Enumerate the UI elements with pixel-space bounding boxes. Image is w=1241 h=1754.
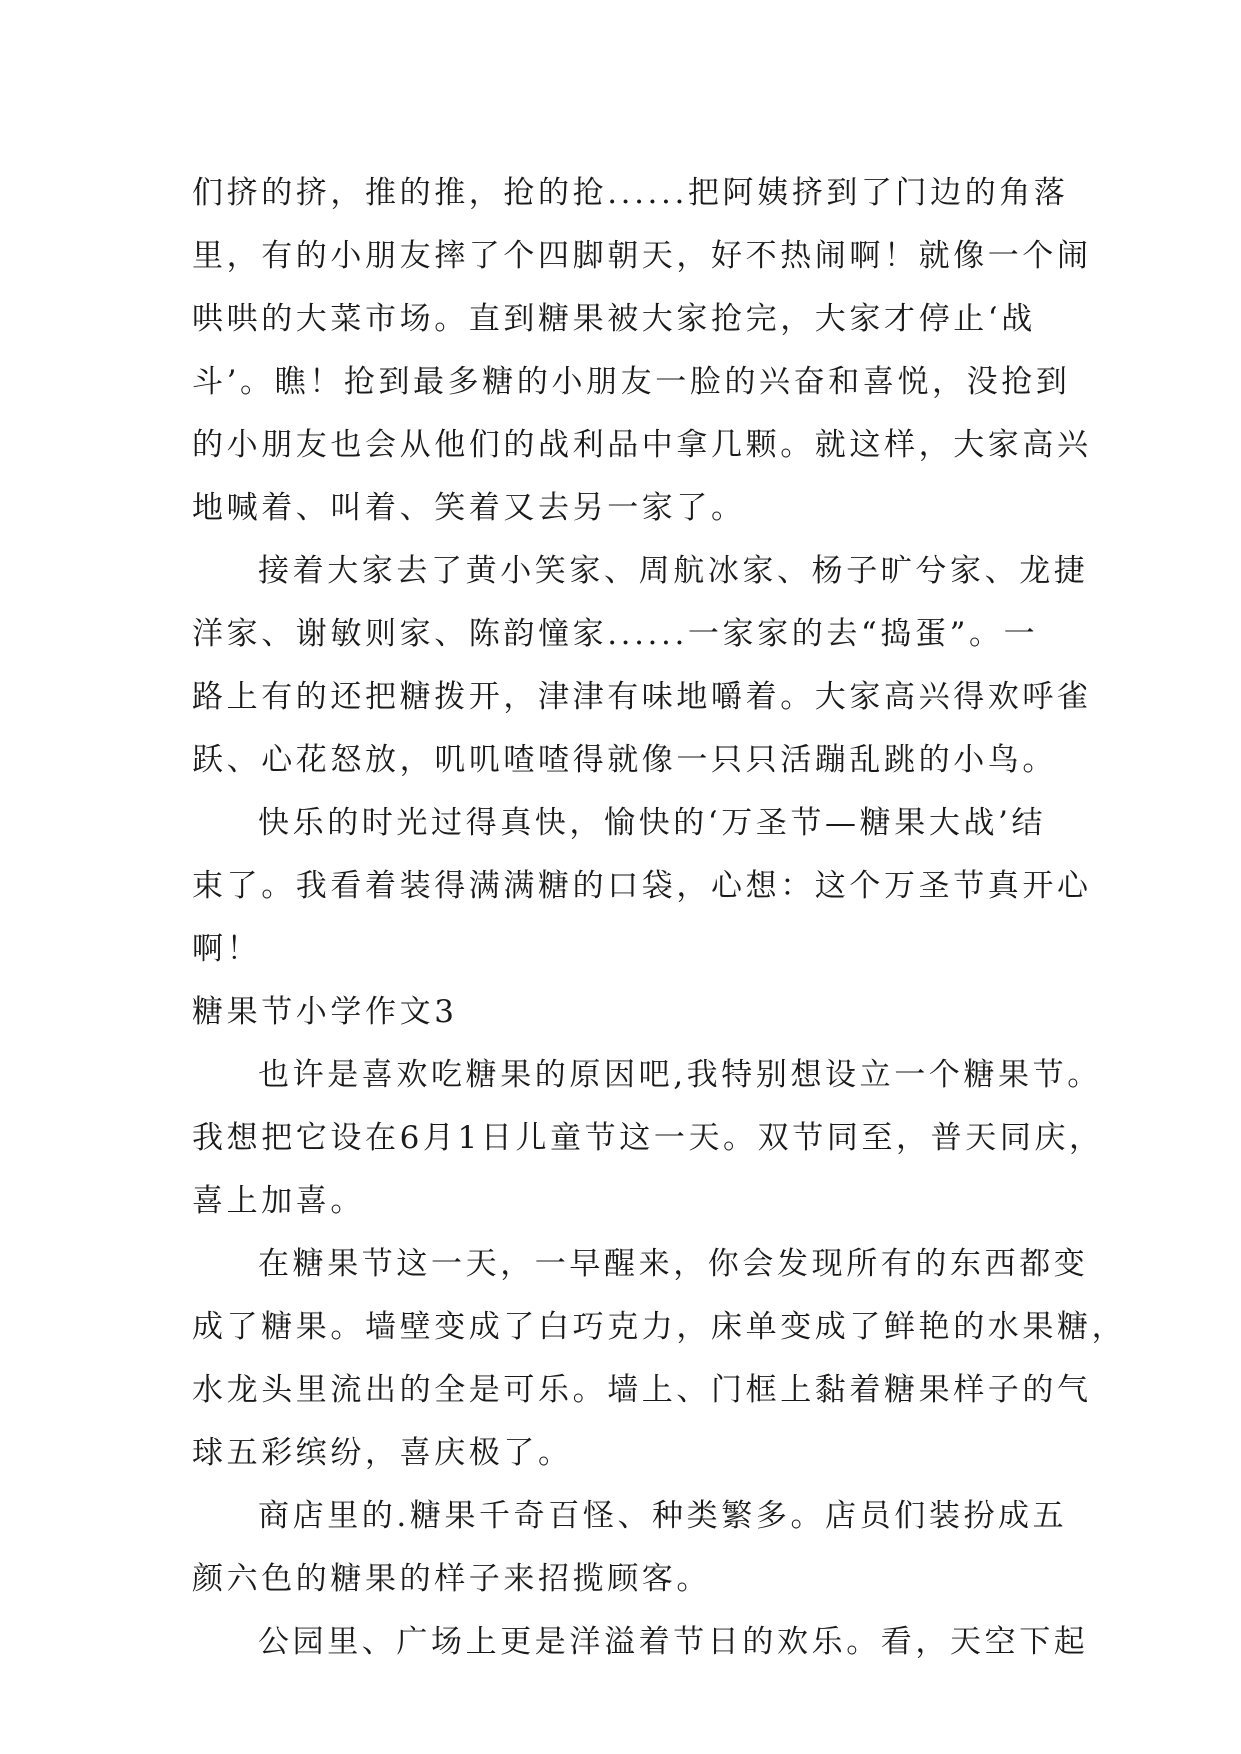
text-line: 里，有的小朋友摔了个四脚朝天，好不热闹啊！就像一个闹: [192, 238, 1092, 274]
text-line: 的小朋友也会从他们的战利品中拿几颗。就这样，大家高兴: [192, 427, 1092, 463]
text-line: 成了糖果。墙壁变成了白巧克力，床单变成了鲜艳的水果糖，: [192, 1309, 1127, 1345]
text-line: 路上有的还把糖拨开，津津有味地嚼着。大家高兴得欢呼雀: [192, 679, 1092, 715]
text-line: 啊！: [192, 931, 262, 967]
paragraph: [192, 1485, 1068, 1611]
text-line: 地喊着、叫着、笑着又去另一家了。: [192, 490, 746, 526]
text-line: 公园里、广场上更是洋溢着节日的欢乐。看，天空下起: [258, 1624, 1089, 1660]
section-heading: 糖果节小学作文3: [192, 994, 458, 1030]
text-line: 颜六色的糖果的样子来招揽顾客。: [192, 1561, 711, 1597]
text-line: 球五彩缤纷，喜庆极了。: [192, 1435, 573, 1471]
text-line: 接着大家去了黄小笑家、周航冰家、杨子旷兮家、龙捷: [258, 553, 1089, 589]
text-line: 我想把它设在6月1日儿童节这一天。双节同至，普天同庆，: [192, 1120, 1104, 1156]
text-line: 水龙头里流出的全是可乐。墙上、门框上黏着糖果样子的气: [192, 1372, 1092, 1408]
text-line: 洋家、谢敏则家、陈韵憧家......一家家的去“捣蛋”。一: [192, 616, 1039, 652]
text-line: 束了。我看着装得满满糖的口袋，心想：这个万圣节真开心: [192, 868, 1092, 904]
text-line: 们挤的挤，推的推，抢的抢......把阿姨挤到了门边的角落: [192, 175, 1069, 211]
document-body: [192, 162, 1127, 1674]
text-line: 跃、心花怒放，叽叽喳喳得就像一只只活蹦乱跳的小鸟。: [192, 742, 1057, 778]
text-line: 快乐的时光过得真快，愉快的‘万圣节—糖果大战’结: [258, 805, 1047, 841]
paragraph: [192, 792, 1092, 981]
paragraph: [192, 1611, 1089, 1674]
text-line: 也许是喜欢吃糖果的原因吧,我特别想设立一个糖果节。: [258, 1057, 1102, 1093]
text-line: 在糖果节这一天，一早醒来，你会发现所有的东西都变: [258, 1246, 1089, 1282]
text-line: 商店里的.糖果千奇百怪、种类繁多。店员们装扮成五: [258, 1498, 1068, 1534]
paragraph: [192, 540, 1092, 792]
text-line: 斗’。瞧！抢到最多糖的小朋友一脸的兴奋和喜悦，没抢到: [192, 364, 1071, 400]
paragraph: [192, 1233, 1127, 1485]
paragraph: [192, 1044, 1104, 1233]
text-line: 喜上加喜。: [192, 1183, 365, 1219]
paragraph: [192, 162, 1092, 540]
text-line: 哄哄的大菜市场。直到糖果被大家抢完，大家才停止‘战: [192, 301, 1036, 337]
